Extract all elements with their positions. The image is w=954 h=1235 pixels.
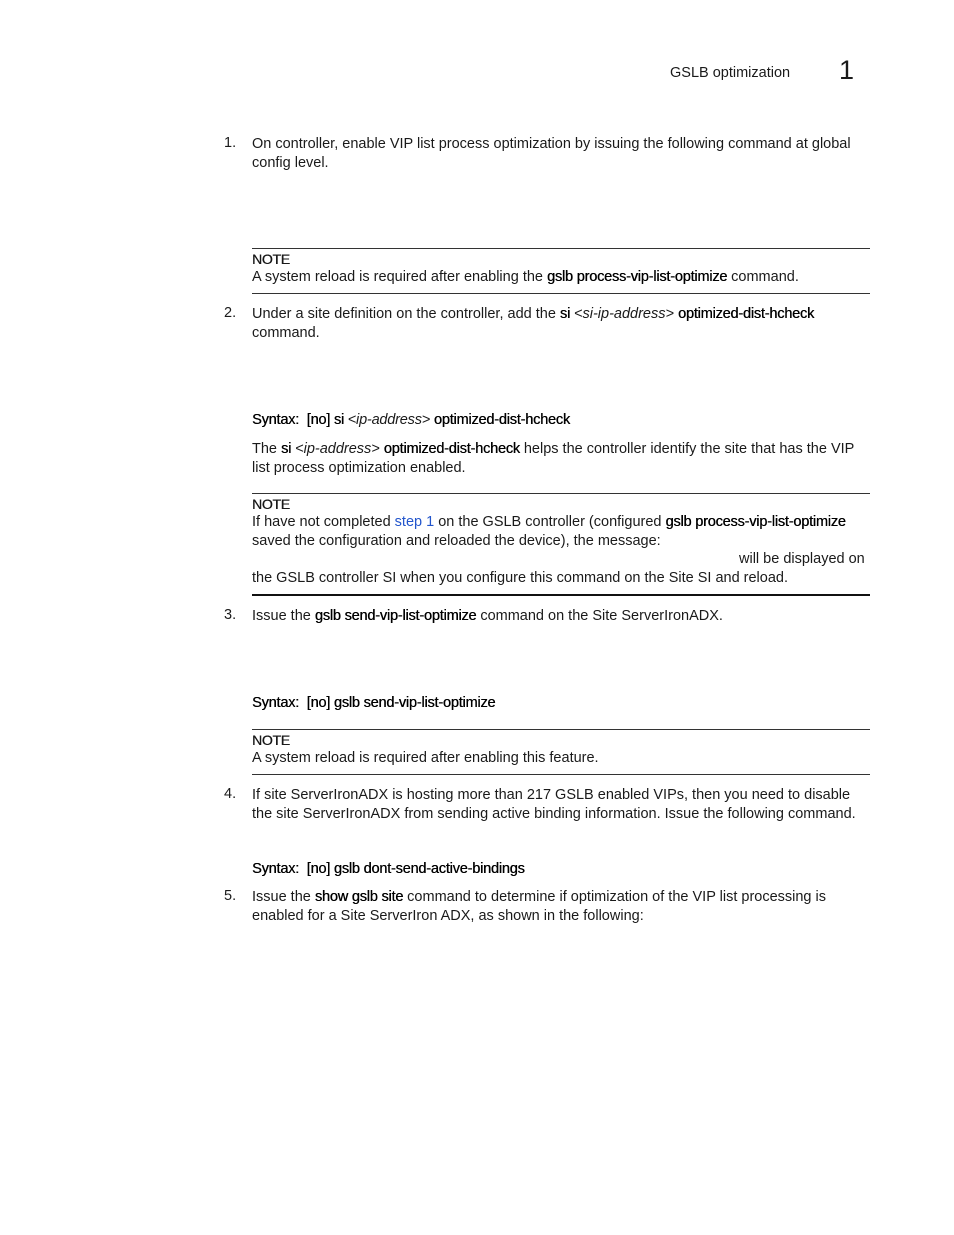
step-2-number: 2. (224, 305, 237, 321)
step-3-number: 3. (224, 607, 237, 623)
note-2-label: NOTE (252, 496, 290, 512)
note-2-line-3: will be displayed on (739, 551, 865, 567)
syntax-1-description: The si <ip-address> optimized-dist-hcheck helps the controller identify the site that has the VIP list process optimization enabled. (252, 441, 855, 476)
note-2-top-rule (252, 493, 870, 494)
step-3-text: Issue the gslb send-vip-list-optimize command on the Site ServerIronADX. (252, 608, 723, 624)
step-1-text: On controller, enable VIP list process optimization by issuing the following command at global config level. (252, 136, 851, 171)
note-1-label: NOTE (252, 251, 290, 267)
note-1-command: gslb process-vip-list-optimize (547, 269, 728, 285)
step-4-number: 4. (224, 786, 237, 802)
note-3-text: A system reload is required after enabling this feature. (252, 750, 599, 766)
note-2-line-2: saved the configuration and reloaded the device), the message: (252, 533, 661, 549)
note-2-line-1: If have not completed step 1 on the GSLB controller (configured gslb process-vip-list-optimize (252, 514, 846, 530)
note-2-line-4: the GSLB controller SI when you configure this command on the Site SI and reload. (252, 570, 788, 586)
step-4-text: If site ServerIronADX is hosting more than 217 GSLB enabled VIPs, then you need to disable the site ServerIronADX from sending active binding information. Issue the following command. (252, 787, 856, 822)
note-1-text: A system reload is required after enabling the gslb process-vip-list-optimize command. (252, 269, 799, 285)
note-1-bottom-rule (252, 293, 870, 294)
syntax-2: Syntax: [no] gslb send-vip-list-optimize (252, 695, 496, 711)
running-header-title: GSLB optimization (670, 65, 791, 81)
syntax-1: Syntax: [no] si <ip-address> optimized-dist-hcheck (252, 412, 570, 428)
step-1-number: 1. (224, 135, 237, 151)
step-2-text: Under a site definition on the controller, add the si <si-ip-address> optimized-dist-hcheck command. (252, 306, 815, 341)
note-2-bottom-rule (252, 594, 870, 596)
step-5-number: 5. (224, 888, 237, 904)
note-3-top-rule (252, 729, 870, 730)
syntax-3: Syntax: [no] gslb dont-send-active-bindings (252, 861, 525, 877)
step-1-link[interactable]: step 1 (394, 514, 435, 530)
step-5-text: Issue the show gslb site command to determine if optimization of the VIP list processing is enabled for a Site ServerIron ADX, as shown in the following: (252, 889, 826, 924)
note-1-top-rule (252, 248, 870, 249)
note-3-label: NOTE (252, 732, 290, 748)
chapter-number: 1 (839, 55, 855, 85)
note-3-bottom-rule (252, 774, 870, 775)
